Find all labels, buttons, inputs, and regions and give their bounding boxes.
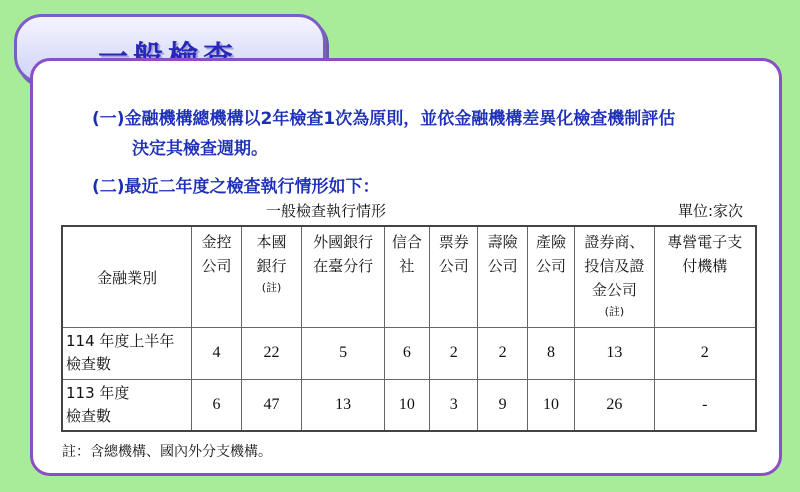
cell-value: 10 bbox=[527, 379, 574, 431]
column-header-domestic-banks: 本國 銀行 (註) bbox=[241, 226, 302, 327]
column-header-e-payment: 專營電子支 付機構 bbox=[654, 226, 756, 327]
cell-value: - bbox=[654, 379, 756, 431]
cell-value: 2 bbox=[654, 327, 756, 379]
cell-value: 4 bbox=[192, 327, 241, 379]
table-unit: 單位:家次 bbox=[678, 202, 744, 220]
table-header-row bbox=[62, 226, 756, 327]
column-header-securities: 證券商、 投信及證 金公司 (註) bbox=[575, 226, 654, 327]
column-header-property-insurance: 產險 公司 bbox=[527, 226, 574, 327]
cell-value: 47 bbox=[241, 379, 302, 431]
paragraph-1-line-1: (一)金融機構總機構以2年檢查1次為原則，並依金融機構差異化檢查機制評估 bbox=[92, 109, 676, 129]
inspection-table bbox=[61, 225, 757, 432]
row-label: 113 年度 檢查數 bbox=[62, 379, 192, 431]
cell-value: 8 bbox=[527, 327, 574, 379]
column-header-life-insurance: 壽險 公司 bbox=[478, 226, 527, 327]
paragraph-1-line-2: 決定其檢查週期。 bbox=[132, 139, 268, 159]
note-marker: (註) bbox=[604, 305, 625, 318]
column-header-industry: 金融業別 bbox=[62, 226, 192, 327]
cell-value: 13 bbox=[302, 379, 384, 431]
cell-value: 10 bbox=[384, 379, 429, 431]
table-caption: 一般檢查執行情形 bbox=[266, 202, 387, 220]
cell-value: 26 bbox=[575, 379, 654, 431]
cell-value: 13 bbox=[575, 327, 654, 379]
cell-value: 5 bbox=[302, 327, 384, 379]
cell-value: 22 bbox=[241, 327, 302, 379]
cell-value: 3 bbox=[430, 379, 478, 431]
paragraph-2: (二)最近二年度之檢查執行情形如下： bbox=[92, 177, 380, 197]
table-row bbox=[62, 379, 756, 431]
column-header-foreign-bank-branches: 外國銀行 在臺分行 bbox=[302, 226, 384, 327]
cell-value: 2 bbox=[478, 327, 527, 379]
column-header-financial-holding: 金控 公司 bbox=[192, 226, 241, 327]
column-header-credit-cooperatives: 信合 社 bbox=[384, 226, 429, 327]
cell-value: 6 bbox=[192, 379, 241, 431]
column-header-bills-finance: 票券 公司 bbox=[430, 226, 478, 327]
cell-value: 2 bbox=[430, 327, 478, 379]
table-row bbox=[62, 327, 756, 379]
row-label: 114 年度上半年 檢查數 bbox=[62, 327, 192, 379]
cell-value: 6 bbox=[384, 327, 429, 379]
cell-value: 9 bbox=[478, 379, 527, 431]
footnote: 註：含總機構、國內外分支機構。 bbox=[62, 444, 272, 460]
note-marker: (註) bbox=[261, 281, 282, 294]
